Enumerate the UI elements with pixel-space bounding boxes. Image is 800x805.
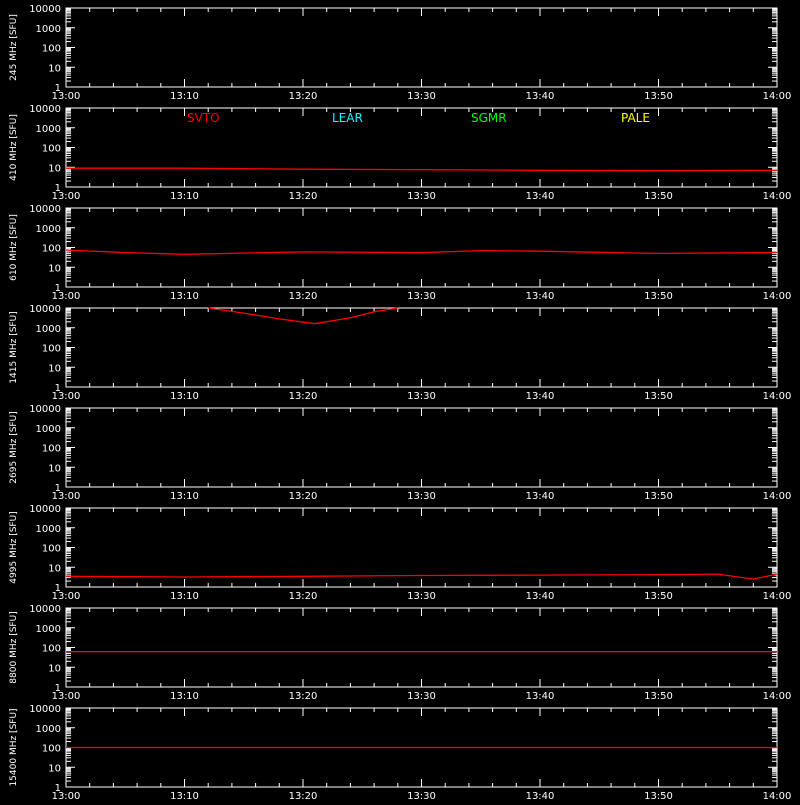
- x-tick-label: 13:40: [525, 691, 555, 702]
- y-tick-label: 1000: [35, 423, 61, 435]
- y-axis-label: 4995 MHz [SFU]: [9, 511, 19, 584]
- y-tick-label: 100: [41, 543, 61, 555]
- x-tick-label: 13:10: [170, 491, 199, 502]
- y-tick-label: 10: [48, 263, 61, 275]
- y-tick-label: 1: [54, 483, 61, 494]
- x-tick-label: 13:40: [525, 91, 555, 102]
- x-tick-label: 13:00: [51, 691, 81, 702]
- x-tick-label: 13:20: [288, 591, 318, 602]
- y-tick-label: 100: [41, 443, 61, 455]
- y-axis-label: 245 MHz [SFU]: [9, 14, 19, 81]
- x-tick-label: 13:50: [644, 791, 673, 800]
- x-tick-label: 13:00: [51, 391, 81, 402]
- y-tick-label: 10: [48, 463, 61, 475]
- x-tick-label: 13:40: [525, 291, 555, 302]
- y-tick-label: 100: [41, 243, 61, 255]
- y-tick-label: 1000: [35, 123, 61, 135]
- x-tick-label: 13:00: [51, 291, 81, 302]
- x-tick-label: 13:00: [51, 591, 81, 602]
- y-tick-label: 10000: [29, 604, 61, 615]
- y-tick-label: 10: [48, 763, 61, 775]
- x-tick-label: 13:40: [525, 791, 555, 800]
- x-tick-label: 13:10: [170, 191, 199, 202]
- plot-frame: [66, 208, 777, 287]
- data-series-line: [66, 250, 777, 254]
- x-tick-label: 13:30: [407, 291, 436, 302]
- panel-1: [9, 104, 791, 202]
- plot-frame: [66, 608, 777, 687]
- x-tick-label: 13:50: [644, 191, 673, 202]
- x-tick-label: 13:30: [407, 391, 436, 402]
- y-tick-label: 10: [48, 563, 61, 575]
- x-tick-label: 13:20: [288, 391, 318, 402]
- y-tick-label: 100: [41, 743, 61, 755]
- y-tick-label: 1: [54, 183, 61, 194]
- x-tick-label: 14:00: [762, 491, 792, 502]
- y-tick-label: 100: [41, 343, 61, 355]
- x-tick-label: 14:00: [762, 91, 792, 102]
- y-tick-label: 100: [41, 143, 61, 155]
- panel-5: [9, 504, 791, 602]
- y-axis-label: 8800 MHz [SFU]: [9, 611, 19, 684]
- x-tick-label: 13:40: [525, 191, 555, 202]
- y-tick-label: 100: [41, 643, 61, 655]
- x-tick-label: 13:30: [407, 791, 436, 800]
- y-axis-label: 610 MHz [SFU]: [9, 214, 19, 281]
- y-tick-label: 10000: [29, 204, 61, 215]
- x-tick-label: 13:40: [525, 491, 555, 502]
- y-tick-label: 10: [48, 663, 61, 675]
- y-axis-label: 410 MHz [SFU]: [9, 114, 19, 181]
- x-tick-label: 13:10: [170, 591, 199, 602]
- x-tick-label: 13:00: [51, 791, 81, 800]
- panel-7: [9, 704, 791, 800]
- x-tick-label: 14:00: [762, 291, 792, 302]
- x-tick-label: 14:00: [762, 791, 792, 800]
- plot-frame: [66, 408, 777, 487]
- x-tick-label: 13:50: [644, 491, 673, 502]
- y-tick-label: 1000: [35, 723, 61, 735]
- y-tick-label: 1: [54, 383, 61, 394]
- x-tick-label: 13:10: [170, 291, 199, 302]
- x-tick-label: 13:30: [407, 191, 436, 202]
- y-tick-label: 1: [54, 583, 61, 594]
- y-tick-label: 1: [54, 783, 61, 794]
- y-tick-label: 10000: [29, 104, 61, 115]
- panel-3: [9, 304, 791, 402]
- y-tick-label: 1000: [35, 623, 61, 635]
- x-tick-label: 13:10: [170, 391, 199, 402]
- x-tick-label: 13:20: [288, 291, 318, 302]
- x-tick-label: 14:00: [762, 591, 792, 602]
- data-series-line: [66, 574, 777, 579]
- y-tick-label: 1000: [35, 223, 61, 235]
- panel-0: [9, 4, 791, 102]
- x-tick-label: 13:20: [288, 91, 318, 102]
- x-tick-label: 13:50: [644, 391, 673, 402]
- legend-label: LEAR: [332, 111, 363, 125]
- y-tick-label: 10: [48, 63, 61, 75]
- y-axis-label: 2695 MHz [SFU]: [9, 411, 19, 484]
- x-tick-label: 13:30: [407, 691, 436, 702]
- y-axis-label: 15400 MHz [SFU]: [9, 708, 19, 787]
- x-tick-label: 13:50: [644, 91, 673, 102]
- x-tick-label: 13:00: [51, 491, 81, 502]
- x-tick-label: 13:50: [644, 591, 673, 602]
- y-tick-label: 10000: [29, 504, 61, 515]
- x-tick-label: 13:40: [525, 591, 555, 602]
- y-tick-label: 1: [54, 283, 61, 294]
- y-tick-label: 1: [54, 683, 61, 694]
- plot-frame: [66, 8, 777, 87]
- y-tick-label: 10000: [29, 704, 61, 715]
- x-tick-label: 14:00: [762, 191, 792, 202]
- y-axis-label: 1415 MHz [SFU]: [9, 311, 19, 384]
- panel-4: [9, 404, 791, 502]
- legend-label: SVTO: [187, 111, 220, 125]
- y-tick-label: 10: [48, 363, 61, 375]
- legend-label: PALE: [621, 111, 650, 125]
- x-tick-label: 13:30: [407, 591, 436, 602]
- plot-frame: [66, 308, 777, 387]
- x-tick-label: 13:10: [170, 91, 199, 102]
- y-tick-label: 10000: [29, 404, 61, 415]
- x-tick-label: 13:00: [51, 91, 81, 102]
- legend-label: SGMR: [471, 111, 507, 125]
- panel-2: [9, 204, 791, 302]
- panel-6: [9, 604, 791, 702]
- x-tick-label: 14:00: [762, 691, 792, 702]
- y-tick-label: 10: [48, 163, 61, 175]
- x-tick-label: 13:10: [170, 791, 199, 800]
- y-tick-label: 10000: [29, 4, 61, 15]
- y-tick-label: 10000: [29, 304, 61, 315]
- x-tick-label: 13:20: [288, 491, 318, 502]
- x-tick-label: 13:50: [644, 291, 673, 302]
- x-tick-label: 13:20: [288, 191, 318, 202]
- x-tick-label: 13:00: [51, 191, 81, 202]
- plot-frame: [66, 108, 777, 187]
- y-tick-label: 1000: [35, 23, 61, 35]
- x-tick-label: 14:00: [762, 391, 792, 402]
- x-tick-label: 13:20: [288, 791, 318, 800]
- y-tick-label: 100: [41, 43, 61, 55]
- x-tick-label: 13:10: [170, 691, 199, 702]
- y-tick-label: 1: [54, 83, 61, 94]
- y-tick-label: 1000: [35, 323, 61, 335]
- x-tick-label: 13:50: [644, 691, 673, 702]
- x-tick-label: 13:40: [525, 391, 555, 402]
- x-tick-label: 13:20: [288, 691, 318, 702]
- x-tick-label: 13:30: [407, 91, 436, 102]
- data-series-line: [66, 168, 777, 170]
- y-tick-label: 1000: [35, 523, 61, 535]
- x-tick-label: 13:30: [407, 491, 436, 502]
